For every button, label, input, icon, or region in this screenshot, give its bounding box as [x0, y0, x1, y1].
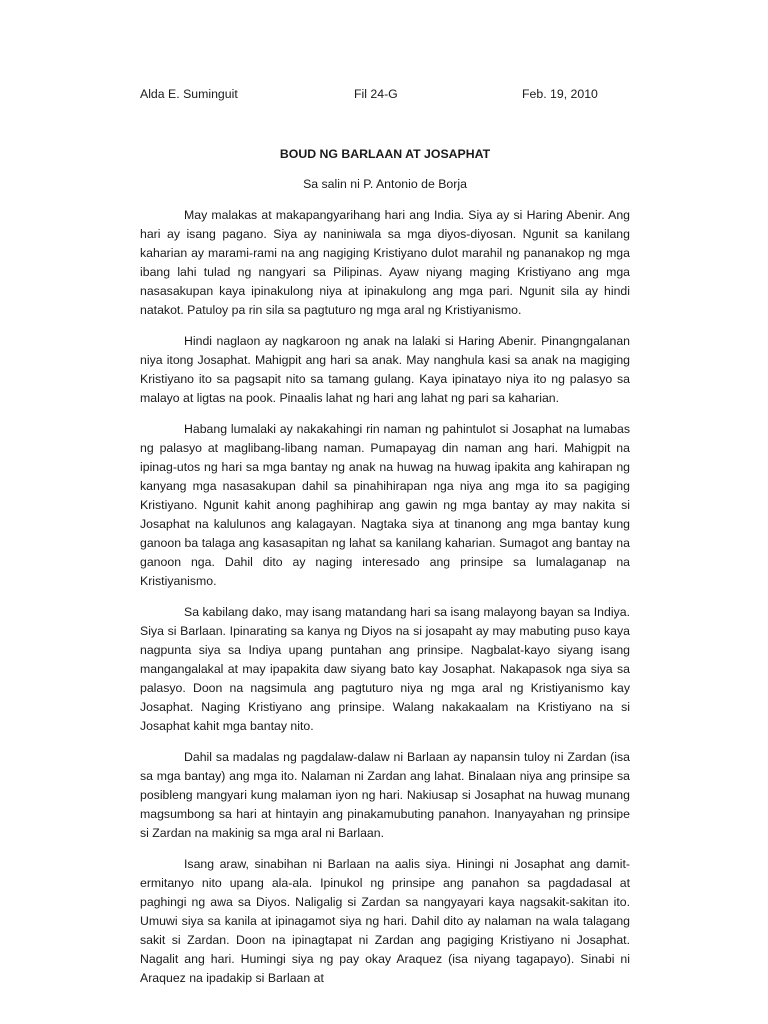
document-title: BOUD NG BARLAAN AT JOSAPHAT [279, 147, 491, 161]
document-subtitle: Sa salin ni P. Antonio de Borja [303, 177, 467, 191]
author-name: Alda E. Suminguit [140, 87, 238, 101]
paragraph-6: Isang araw, sinabihan ni Barlaan na aalis siya. Hiningi ni Josaphat ang damit-ermitanyo nito upang ala-ala. Ipinukol ng prinsipe ang panahon sa pagdadasal at paghingi ng awa sa Diyos. Naligalig si Zardan sa nangyayari kaya nagsakit-sakitan ito. Umuwi siya sa kanila at ipinagamot siya ng hari. Dahil dito ay nalaman na wala talagang sakit si Zardan. Doon na ipinagtapat ni Zardan ang pagiging Kristiyano ni Josaphat. Nagalit ang hari. Humingi siya ng pay okay Araquez (isa niyang tagapayo). Sinabi ni Araquez na ipadakip si Barlaan at [140, 857, 630, 985]
document-body [140, 206, 630, 1000]
course-code: Fil 24-G [354, 87, 398, 101]
document-header [0, 87, 768, 105]
paragraph-1: May malakas at makapangyarihang hari ang India. Siya ay si Haring Abenir. Ang hari ay isang pagano. Siya ay naniniwala sa mga diyos-diyosan. Ngunit sa kanilang kaharian ay marami-rami na ang nagiging Kristiyano dulot marahil ng pananakop ng mga ibang lahi tulad ng nangyari sa Pilipinas. Ayaw niyang maging Kristiyano ang mga nasasakupan kaya ipinakulong niya at ipinakulong ang mga pari. Ngunit sila ay hindi natakot. Patuloy pa rin sila sa pagtuturo ng mga aral ng Kristiyanismo. [140, 208, 630, 317]
paragraph-3: Habang lumalaki ay nakakahingi rin naman ng pahintulot si Josaphat na lumabas ng palasyo at maglibang-libang naman. Pumapayag din naman ang hari. Mahigpit na ipinag-utos ng hari sa mga bantay ng anak na huwag na huwag ipakita ang kahirapan ng kanyang mga nasasakupan dahil sa pinahihirapan nga niya ang mga ito sa pagiging Kristiyano. Ngunit kahit anong paghihirap ang gawin ng mga bantay ay may nakita si Josaphat na kalulunos ang kalagayan. Nagtaka siya at tinanong ang mga bantay kung ganoon ba talaga ang kasasapitan ng lahat sa kanilang kaharian. Sumagot ang bantay na ganoon nga. Dahil dito ay naging interesado ang prinsipe sa lumalaganap na Kristiyanismo. [140, 422, 630, 588]
document-date: Feb. 19, 2010 [522, 87, 598, 101]
paragraph-4: Sa kabilang dako, may isang matandang hari sa isang malayong bayan sa Indiya. Siya si Barlaan. Ipinarating sa kanya ng Diyos na si josapaht ay may mabuting puso kaya nagpunta siya sa Indiya upang puntahan ang prinsipe. Nagbalat-kayo siyang isang mangangalakal at may ipapakita daw siyang bato kay Josaphat. Nakapasok nga siya sa palasyo. Doon na nagsimula ang pagtuturo niya ng mga aral ng Kristiyanismo kay Josaphat. Naging Kristiyano ang prinsipe. Walang nakakaalam na Kristiyano na si Josaphat kahit mga bantay nito. [140, 605, 630, 733]
paragraph-5: Dahil sa madalas ng pagdalaw-dalaw ni Barlaan ay napansin tuloy ni Zardan (isa sa mga bantay) ang mga ito. Nalaman ni Zardan ang lahat. Binalaan niya ang prinsipe sa posibleng mangyari kung malaman iyon ng hari. Nakiusap si Josaphat na huwag munang magsumbong sa hari at hintayin ang pinakamubuting panahon. Inanyayahan ng prinsipe si Zardan na makinig sa mga aral ni Barlaan. [140, 750, 630, 840]
paragraph-2: Hindi naglaon ay nagkaroon ng anak na lalaki si Haring Abenir. Pinangngalanan niya itong Josaphat. Mahigpit ang hari sa anak. May nanghula kasi sa anak na magiging Kristiyano ito sa pagsapit nito sa tamang gulang. Kaya ipinatayo niya ito ng palasyo sa malayo at ligtas na pook. Pinaalis lahat ng hari ang lahat ng pari sa kaharian. [140, 334, 630, 405]
